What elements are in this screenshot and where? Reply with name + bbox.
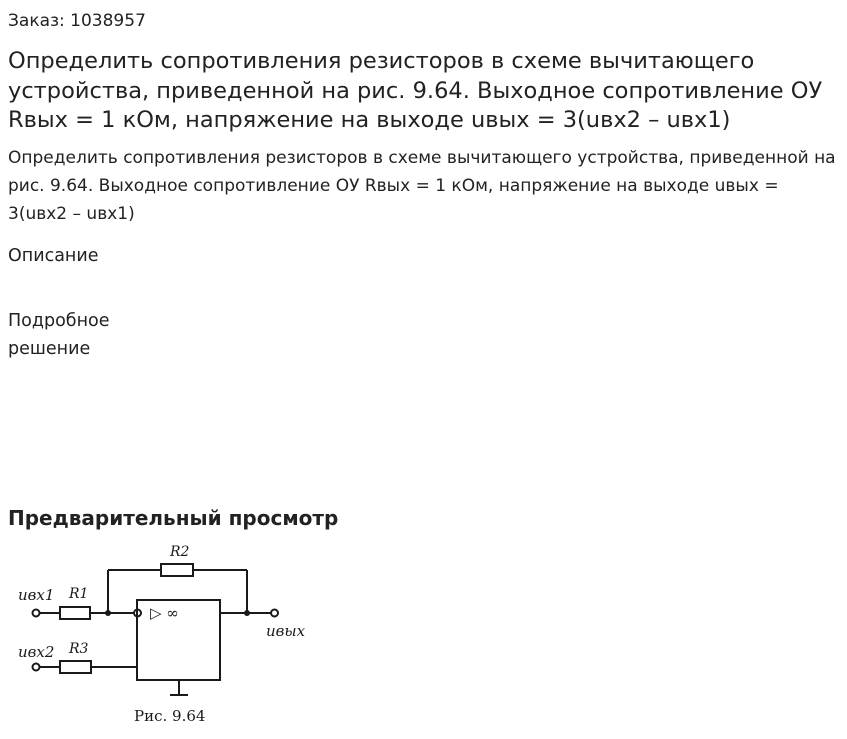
input2-label: uвх2 [18, 643, 55, 661]
figure-caption: Рис. 9.64 [134, 707, 206, 725]
output-label: uвых [266, 622, 306, 640]
task-description: Определить сопротивления резисторов в схеме вычитающего устройства, приведенной на рис. 9.64. Выходное сопротивление ОУ Rвых = 1 кОм, напряжение на выходе uвых = 3(uвх2 – uвх1) [8, 148, 836, 224]
description-label: Описание [8, 246, 99, 266]
resistor-r2 [161, 564, 193, 576]
input2-terminal [33, 664, 40, 671]
r1-label: R1 [69, 586, 89, 602]
resistor-r3 [60, 661, 91, 673]
resistor-r1 [60, 607, 90, 619]
junction-dot-output [244, 610, 250, 616]
solution-label: Подробное решение [8, 311, 110, 359]
task-title: Определить сопротивления резисторов в схеме вычитающего устройства, приведенной на рис. 9.64. Выходное сопротивление ОУ Rвых = 1 кОм, напряжение на выходе uвых = 3(uвх2 – uвх1) [8, 48, 823, 133]
input1-terminal [33, 610, 40, 617]
r3-label: R3 [69, 641, 89, 657]
order-number: Заказ: 1038957 [8, 11, 146, 31]
output-terminal [271, 610, 278, 617]
opamp-symbol: ▷ ∞ [150, 604, 179, 622]
preview-heading: Предварительный просмотр [8, 506, 339, 530]
junction-dot-input [105, 610, 111, 616]
circuit-diagram [10, 536, 310, 731]
r2-label: R2 [170, 544, 190, 560]
input1-label: uвх1 [18, 586, 55, 604]
circuit-figure [10, 536, 310, 731]
